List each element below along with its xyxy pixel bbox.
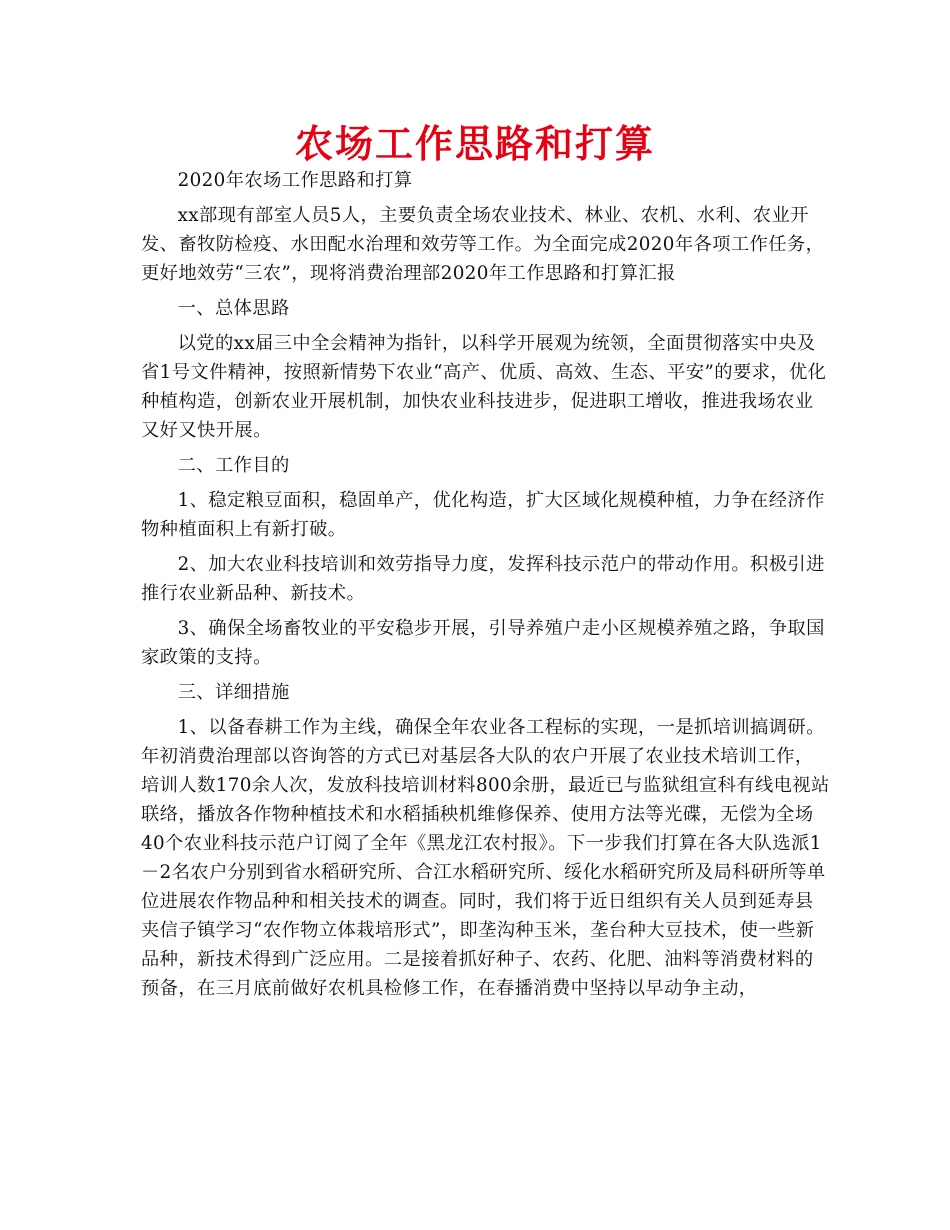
heading-work-goals: 二、工作目的: [177, 455, 290, 476]
paragraph-overall-approach: 以党的xx届三中全会精神为指针，以科学开展观为统领，全面贯彻落实中央及省1号文件精神，按照新情势下农业“高产、优质、高效、生态、平安”的要求，优化种植构造，创新农业开展机制，加快农业科技进步，促进职工增收，推进我场农业又好又快开展。: [141, 333, 827, 441]
paragraph-subtitle: 2020年农场工作思路和打算: [177, 170, 413, 191]
heading-detailed-measures: 三、详细措施: [177, 682, 290, 703]
paragraph-measure-1: 1、以备春耕工作为主线，确保全年农业各工程标的实现，一是抓培训搞调研。年初消费治理部以咨询答的方式已对基层各大队的农户开展了农业技术培训工作，培训人数170余人次，发放科技培训材料800余册，最近已与监狱组宣科有线电视站联络，播放各作物种植技术和水稻插秧机维修保养、使用方法等光碟，无偿为全场40个农业科技示范户订阅了全年《黑龙江农村报》。下一步我们打算在各大队选派1－2名农户分别到省水稻研究所、合江水稻研究所、绥化水稻研究所及局科研所等单位进展农作物品种和相关技术的调查。同时，我们将于近日组织有关人员到延寿县夹信子镇学习“农作物立体栽培形式”，即垄沟种玉米，垄台种大豆技术，使一些新品种，新技术得到广泛应用。二是接着抓好种子、农药、化肥、油料等消费材料的预备，在三月底前做好农机具检修工作，在春播消费中坚持以早动争主动，: [141, 717, 830, 999]
paragraph-intro: xx部现有部室人员5人，主要负责全场农业技术、林业、农机、水利、农业开发、畜牧防检疫、水田配水治理和效劳等工作。为全面完成2020年各项工作任务，更好地效劳“三农”，现将消费治理部2020年工作思路和打算汇报: [141, 205, 825, 284]
paragraph-goal-2: 2、加大农业科技培训和效劳指导力度，发挥科技示范户的带动作用。积极引进推行农业新品种、新技术。: [141, 554, 825, 604]
document-title: 农场工作思路和打算: [294, 122, 655, 166]
paragraph-goal-1: 1、稳定粮豆面积，稳固单产，优化构造，扩大区域化规模种植，力争在经济作物种植面积上有新打破。: [141, 490, 825, 540]
document-body: [141, 166, 831, 1003]
paragraph-goal-3: 3、确保全场畜牧业的平安稳步开展，引导养殖户走小区规模养殖之路，争取国家政策的支持。: [141, 618, 825, 668]
heading-overall-approach: 一、总体思路: [177, 298, 290, 319]
